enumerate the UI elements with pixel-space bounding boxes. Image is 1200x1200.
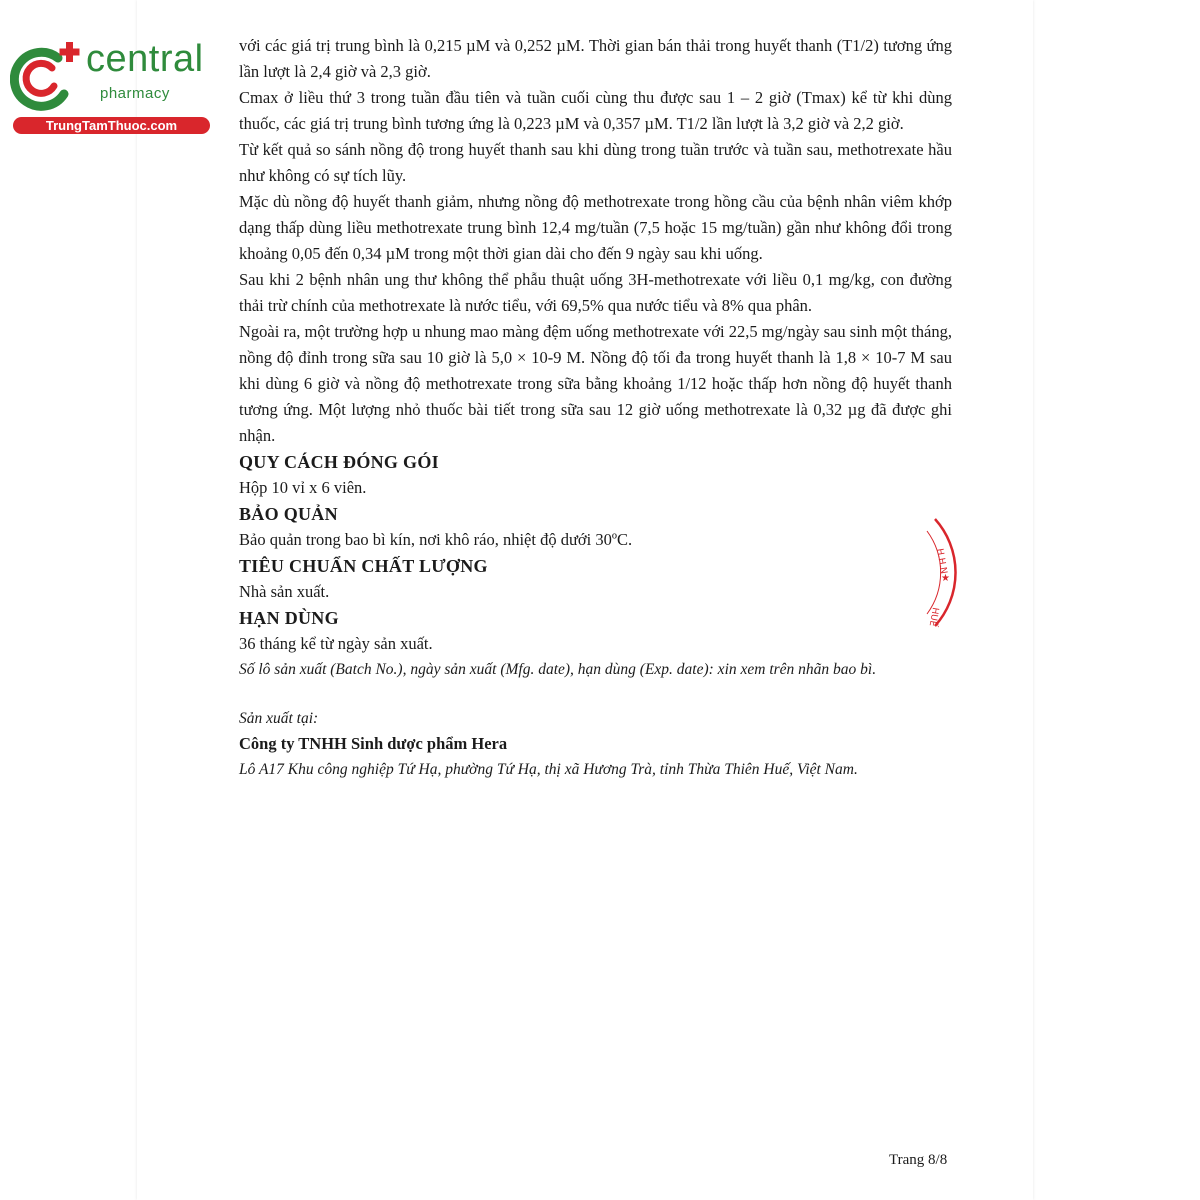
company-seal-stamp <box>915 515 965 630</box>
central-pharmacy-logo-icon <box>10 38 90 116</box>
manufacturer-company: Công ty TNHH Sinh dược phẩm Hera <box>239 734 508 753</box>
brand-subtitle: pharmacy <box>100 85 170 102</box>
svg-text:H.H.N: H.H.N <box>934 547 949 575</box>
packaging-text: Hộp 10 vỉ x 6 viên. <box>239 478 367 497</box>
body-paragraph: với các giá trị trung bình là 0,215 µM và 0,252 µM. Thời gian bán thải trong huyết thanh (T1/2) tương ứng lần lượt là 2,4 giờ và 2,3 giờ. <box>239 36 952 81</box>
brand-url-badge[interactable]: TrungTamThuoc.com <box>13 117 210 134</box>
manufacturer-address: Lô A17 Khu công nghiệp Tứ Hạ, phường Tứ Hạ, thị xã Hương Trà, tỉnh Thừa Thiên Huế, Việt Nam. <box>239 761 858 778</box>
quality-text: Nhà sản xuất. <box>239 582 330 601</box>
document-content <box>239 33 952 782</box>
page-number: Trang 8/8 <box>889 1152 948 1168</box>
section-heading-storage: BẢO QUẢN <box>239 504 338 524</box>
body-paragraph: Mặc dù nồng độ huyết thanh giảm, nhưng nồng độ methotrexate trong hồng cầu của bệnh nhân viêm khớp dạng thấp dùng liều methotrexate trung bình 12,4 mg/tuần (7,5 hoặc 15 mg/tuần) gần như không đổi trong khoảng 0,05 đến 0,34 µM trong một thời gian dài cho đến 9 ngày sau khi uống. <box>239 192 952 263</box>
expiry-text: 36 tháng kể từ ngày sản xuất. <box>239 634 433 653</box>
manufacturer-label: Sản xuất tại: <box>239 710 319 727</box>
body-paragraph: Cmax ở liều thứ 3 trong tuần đầu tiên và tuần cuối cùng thu được sau 1 – 2 giờ (Tmax) kể từ khi dùng thuốc, các giá trị trung bình tương ứng là 0,223 µM và 0,357 µM. T1/2 lần lượt là 3,2 giờ và 2,2 giờ. <box>239 88 952 133</box>
brand-logo[interactable] <box>10 38 215 138</box>
body-paragraph: Sau khi 2 bệnh nhân ung thư không thể phẫu thuật uống 3H-methotrexate với liều 0,1 mg/kg, con đường thải trừ chính của methotrexate là nước tiểu, với 69,5% qua nước tiểu và 8% qua phân. <box>239 270 952 315</box>
brand-name: central <box>86 38 204 80</box>
section-heading-packaging: QUY CÁCH ĐÓNG GÓI <box>239 452 439 472</box>
body-paragraph: Từ kết quả so sánh nồng độ trong huyết thanh sau khi dùng trong tuần trước và tuần sau, methotrexate hầu như không có sự tích lũy. <box>239 140 952 185</box>
body-paragraph: Ngoài ra, một trường hợp u nhung mao màng đệm uống methotrexate với 22,5 mg/ngày sau sinh một tháng, nồng độ đỉnh trong sữa sau 10 giờ là 5,0 × 10-9 M. Nồng độ tối đa trong huyết thanh là 1,8 × 10-7 M sau khi dùng 6 giờ và nồng độ methotrexate trong sữa bằng khoảng 1/12 hoặc thấp hơn nồng độ huyết thanh tương ứng. Một lượng nhỏ thuốc bài tiết trong sữa sau 12 giờ uống methotrexate là 0,32 µg đã được ghi nhận. <box>239 322 952 445</box>
svg-text:★: ★ <box>941 573 950 584</box>
section-heading-quality: TIÊU CHUẨN CHẤT LƯỢNG <box>239 556 488 576</box>
batch-note: Số lô sản xuất (Batch No.), ngày sản xuất (Mfg. date), hạn dùng (Exp. date): xin xem trên nhãn bao bì. <box>239 661 877 678</box>
spacer <box>239 682 952 706</box>
svg-text:HUẾ: HUẾ <box>926 606 940 627</box>
section-heading-expiry: HẠN DÙNG <box>239 608 339 628</box>
storage-text: Bảo quản trong bao bì kín, nơi khô ráo, nhiệt độ dưới 30ºC. <box>239 530 633 549</box>
